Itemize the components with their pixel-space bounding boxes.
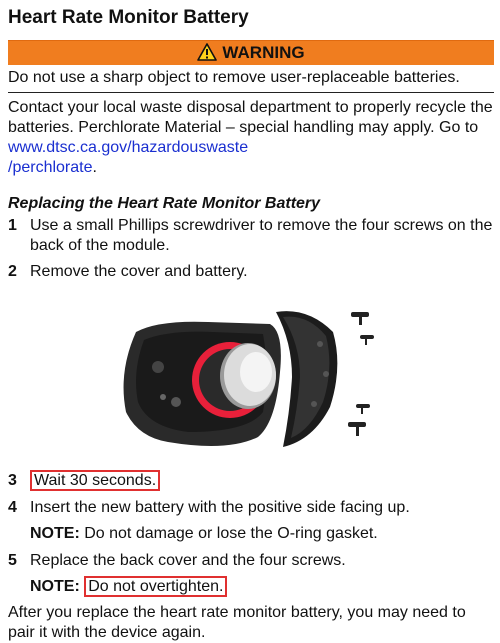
step-3 bbox=[8, 471, 494, 491]
section-heading: Replacing the Heart Rate Monitor Battery bbox=[8, 195, 321, 212]
step-text: Insert the new battery with the positive side facing up. bbox=[30, 499, 410, 516]
pairing-note: After you replace the heart rate monitor battery, you may need to pair it with the device again. bbox=[8, 604, 466, 641]
note-label: NOTE: bbox=[30, 525, 80, 542]
step-number: 3 bbox=[8, 472, 17, 489]
step-1 bbox=[8, 216, 494, 256]
step-2 bbox=[8, 262, 494, 282]
step-number: 4 bbox=[8, 499, 17, 516]
step-number: 1 bbox=[8, 217, 17, 234]
note-label: NOTE: bbox=[30, 578, 80, 595]
warning-label: WARNING bbox=[222, 43, 305, 62]
note-step-5 bbox=[30, 577, 494, 597]
step-text: Replace the back cover and the four screws. bbox=[30, 552, 346, 569]
highlighted-wait-text: Wait 30 seconds. bbox=[30, 470, 160, 491]
warning-banner bbox=[8, 40, 494, 65]
battery-illustration bbox=[8, 292, 494, 467]
step-number: 2 bbox=[8, 263, 17, 280]
manual-page bbox=[8, 6, 494, 643]
page-title: Heart Rate Monitor Battery bbox=[8, 7, 249, 28]
step-5 bbox=[8, 551, 494, 571]
note-text: Do not damage or lose the O-ring gasket. bbox=[84, 525, 378, 542]
step-text: Remove the cover and battery. bbox=[30, 263, 248, 280]
warning-triangle-icon bbox=[197, 43, 217, 61]
step-number: 5 bbox=[8, 552, 17, 569]
highlighted-overtighten-text: Do not overtighten. bbox=[84, 576, 227, 597]
disposal-text: Contact your local waste disposal department to properly recycle the batteries. Perchlorate Material – special handling may apply. Go to bbox=[8, 99, 493, 136]
note-step-4 bbox=[30, 524, 494, 544]
warning-text: Do not use a sharp object to remove user-replaceable batteries. bbox=[8, 65, 494, 93]
step-4 bbox=[8, 498, 494, 518]
dtsc-link[interactable]: www.dtsc.ca.gov/hazardouswaste bbox=[8, 139, 249, 156]
disposal-paragraph bbox=[8, 98, 494, 178]
step-text: Use a small Phillips screwdriver to remove the four screws on the back of the module. bbox=[30, 217, 493, 254]
hrm-module-image bbox=[8, 292, 494, 467]
dtsc-link-continuation[interactable]: /perchlorate bbox=[8, 159, 93, 176]
disposal-end: . bbox=[92, 159, 97, 176]
